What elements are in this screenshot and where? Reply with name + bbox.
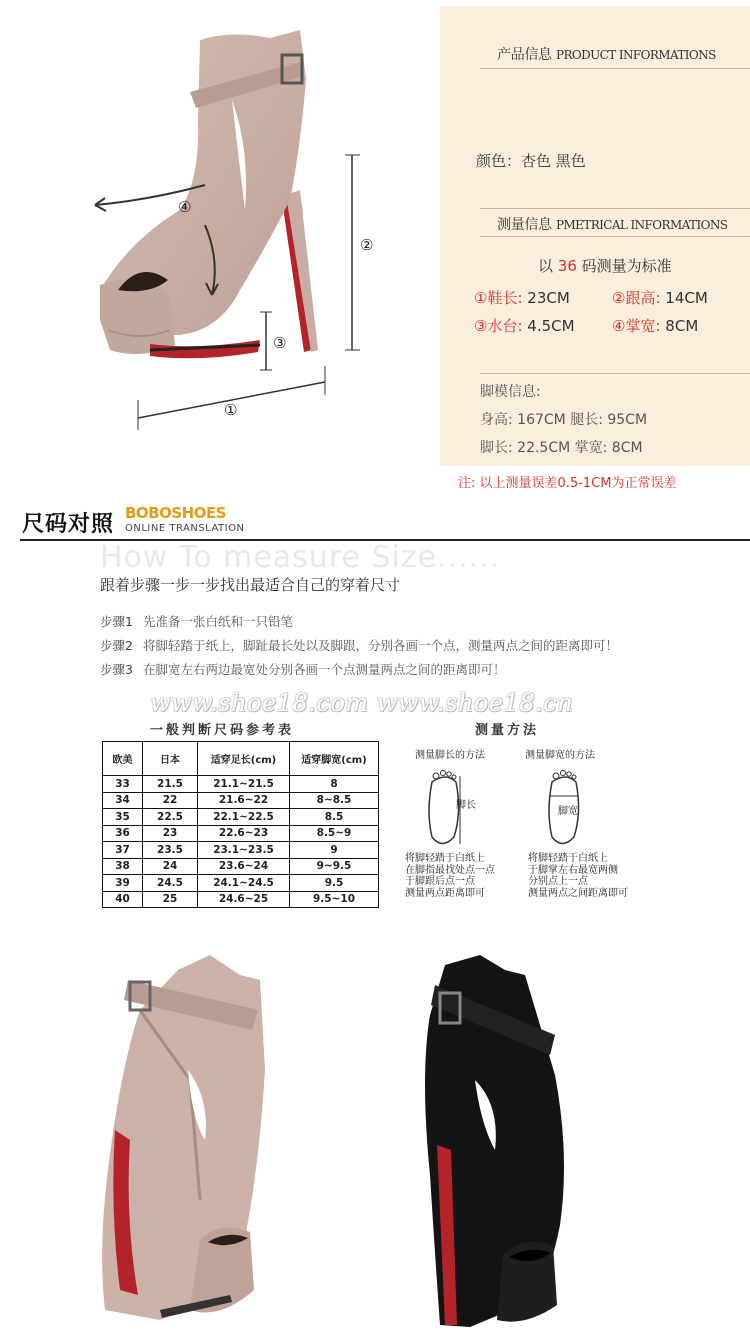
table-cell: 21.1~21.5: [198, 776, 290, 793]
model-height-leg: 身高: 167CM 腿长: 95CM: [480, 412, 648, 428]
table-cell: 9.5: [290, 875, 379, 892]
product-info-heading: 产品信息 PRODUCT INFORMATIONS: [497, 47, 716, 63]
divider: [480, 208, 750, 209]
header-eu-us: 欧美: [103, 742, 143, 776]
table-cell: 37: [103, 842, 143, 859]
brand-name: BOBOSHOES: [125, 504, 227, 522]
table-cell: 25: [143, 891, 198, 908]
table-row: [103, 792, 379, 809]
color-line: 颜色：杏色 黑色: [476, 152, 586, 170]
table-cell: 33: [103, 776, 143, 793]
table-row: [103, 776, 379, 793]
table-cell: 23.6~24: [198, 858, 290, 875]
table-row: [103, 875, 379, 892]
step-1: 步骤1 先准备一张白纸和一只铅笔: [100, 614, 293, 629]
model-foot: 脚长: 22.5CM 掌宽: 8CM: [480, 440, 643, 456]
divider: [480, 373, 750, 374]
marker-length: ①: [224, 401, 238, 419]
table-cell: 24.6~25: [198, 891, 290, 908]
measurement-standard: 以 36 码测量为标准: [538, 257, 672, 275]
site-watermark: www.shoe18.com www.shoe18.cn: [150, 689, 574, 717]
marker-heel-height: ②: [360, 236, 374, 254]
table-cell: 8~8.5: [290, 792, 379, 809]
table-cell: 23.5: [143, 842, 198, 859]
table-cell: 39: [103, 875, 143, 892]
table-cell: 8.5: [290, 809, 379, 826]
measure-shoe-length: ①鞋长: 23CM: [474, 289, 570, 307]
step-2: 步骤2 将脚轻踏于纸上，脚趾最长处以及脚跟，分别各画一个点，测量两点之间的距离即可！: [100, 638, 618, 653]
beige-shoe-photo: [80, 950, 380, 1330]
table-cell: 23.1~23.5: [198, 842, 290, 859]
table-cell: 22: [143, 792, 198, 809]
table-cell: 22.6~23: [198, 825, 290, 842]
table-row: [103, 825, 379, 842]
table-cell: 21.6~22: [198, 792, 290, 809]
marker-platform: ③: [273, 334, 287, 352]
divider: [480, 236, 750, 237]
table-row: [103, 891, 379, 908]
table-cell: 8: [290, 776, 379, 793]
foot-length-label: 脚长: [456, 800, 476, 811]
foot-illustrations: [410, 762, 630, 852]
brand-subtitle: ONLINE TRANSLATION: [125, 523, 245, 534]
table-cell: 40: [103, 891, 143, 908]
measurement-error-note: 注: 以上测量误差0.5-1CM为正常误差: [458, 476, 677, 491]
table-cell: 21.5: [143, 776, 198, 793]
measurement-heading: 测量信息 PMETRICAL INFORMATIONS: [497, 217, 728, 233]
method-width-desc: 将脚轻踏于白纸上 于脚掌左右最宽两侧 分别点上一点 测量两点之间距离即可: [528, 853, 628, 899]
table-cell: 24: [143, 858, 198, 875]
header-foot-width: 适穿脚宽(cm): [290, 742, 379, 776]
table-cell: 34: [103, 792, 143, 809]
header-japan: 日本: [143, 742, 198, 776]
table-cell: 9.5~10: [290, 891, 379, 908]
measure-heel-height: ②跟高: 14CM: [612, 289, 708, 307]
table-cell: 24.1~24.5: [198, 875, 290, 892]
product-info-panel: [440, 6, 750, 466]
header-foot-length: 适穿足长(cm): [198, 742, 290, 776]
method-title: 测量方法: [475, 723, 540, 738]
table-cell: 22.5: [143, 809, 198, 826]
table-row: [103, 809, 379, 826]
table-cell: 36: [103, 825, 143, 842]
size-chart-title: 尺码对照: [22, 512, 115, 537]
measure-width: ④掌宽: 8CM: [612, 317, 699, 335]
method-length-caption: 测量脚长的方法: [415, 750, 485, 761]
method-length-desc: 将脚轻踏于白纸上 在脚指最找处点一点 于脚跟后点一点 测量两点距离即可: [405, 853, 495, 899]
model-heading: 脚模信息:: [480, 384, 541, 400]
beige-shoe-image: [100, 30, 318, 358]
table-cell: 38: [103, 858, 143, 875]
size-reference-table: [102, 741, 379, 908]
foot-width-illustration: [549, 771, 579, 844]
howto-title: How To measure Size......: [100, 540, 501, 575]
foot-width-label: 脚宽: [558, 806, 578, 817]
table-cell: 8.5~9: [290, 825, 379, 842]
step-3: 步骤3 在脚宽左右两边最宽处分别各画一个点测量两点之间的距离即可！: [100, 662, 506, 677]
table-row: [103, 858, 379, 875]
black-shoe-photo: [385, 955, 685, 1335]
marker-width: ④: [178, 198, 192, 216]
table-cell: 24.5: [143, 875, 198, 892]
foot-length-illustration: [429, 771, 476, 845]
shoe-measurement-diagram: [0, 0, 440, 490]
table-cell: 23: [143, 825, 198, 842]
table-row: [103, 842, 379, 859]
howto-subtitle: 跟着步骤一步一步找出最适合自己的穿着尺寸: [100, 576, 401, 594]
table-cell: 22.1~22.5: [198, 809, 290, 826]
measure-platform: ③水台: 4.5CM: [474, 317, 575, 335]
table-header-row: [103, 742, 379, 776]
table-cell: 35: [103, 809, 143, 826]
table-cell: 9: [290, 842, 379, 859]
method-width-caption: 测量脚宽的方法: [525, 750, 595, 761]
divider: [480, 68, 750, 69]
table-cell: 9~9.5: [290, 858, 379, 875]
size-table-title: 一般判断尺码参考表: [150, 723, 295, 738]
